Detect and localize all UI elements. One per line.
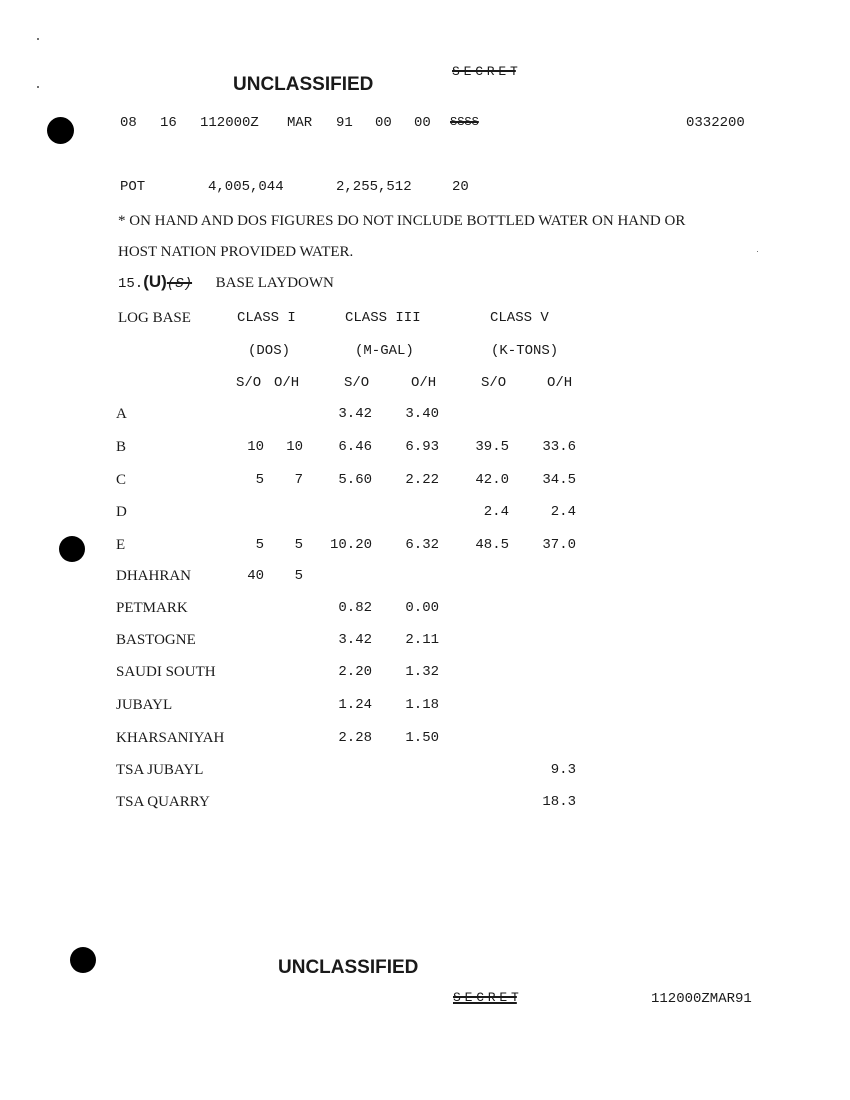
cell-c1-oh: 7 <box>294 472 303 488</box>
table-row <box>0 439 850 459</box>
cell-c3-oh: 6.32 <box>405 537 439 553</box>
cell-c5-oh: 37.0 <box>542 537 576 553</box>
table-row <box>0 664 850 684</box>
log-base-name: D <box>116 504 127 520</box>
cell-c5-oh: 34.5 <box>542 472 576 488</box>
cell-c3-so: 3.42 <box>338 406 372 422</box>
col-header-oh: O/H <box>411 375 437 391</box>
cell-c3-so: 6.46 <box>338 439 372 455</box>
cell-c1-oh: 5 <box>294 537 303 553</box>
col-header-k-tons: (K-TONS) <box>491 343 559 359</box>
cell-c5-so: 2.4 <box>483 504 509 520</box>
table-row <box>0 600 850 620</box>
cell-c3-oh: 0.00 <box>405 600 439 616</box>
header-struck-marking: S E C R E T <box>452 64 516 79</box>
cell-c3-oh: 2.11 <box>405 632 439 648</box>
cell-c3-oh: 6.93 <box>405 439 439 455</box>
cell-c3-so: 3.42 <box>338 632 372 648</box>
dtg-field: 112000Z <box>200 115 259 131</box>
table-row <box>0 537 850 557</box>
table-row <box>0 504 850 524</box>
cell-c1-so: 5 <box>255 472 264 488</box>
pot-value: 4,005,044 <box>208 179 284 195</box>
cell-c1-oh: 10 <box>286 439 303 455</box>
cell-c3-so: 1.24 <box>338 697 372 713</box>
cell-c3-oh: 1.18 <box>405 697 439 713</box>
scan-speck <box>37 86 39 88</box>
col-header-so: S/O <box>481 375 507 391</box>
log-base-name: BASTOGNE <box>116 632 196 648</box>
cell-c5-so: 48.5 <box>475 537 509 553</box>
col-header-m-gal: (M-GAL) <box>355 343 414 359</box>
log-base-name: JUBAYL <box>116 697 173 713</box>
cell-c5-so: 42.0 <box>475 472 509 488</box>
log-base-name: SAUDI SOUTH <box>116 664 216 680</box>
cell-c5-oh: 9.3 <box>550 762 576 778</box>
scan-speck <box>37 38 39 40</box>
pot-line <box>0 179 850 199</box>
cell-c3-oh: 2.22 <box>405 472 439 488</box>
pot-label: POT <box>120 179 146 195</box>
cell-c1-oh: 5 <box>294 568 303 584</box>
section-number: 15. <box>118 276 144 292</box>
col-header-class-i: CLASS I <box>237 310 296 326</box>
log-base-name: TSA QUARRY <box>116 794 210 810</box>
table-row <box>0 762 850 782</box>
cell-c5-oh: 18.3 <box>542 794 576 810</box>
cell-c3-oh: 1.50 <box>405 730 439 746</box>
footer-classification: UNCLASSIFIED <box>278 957 419 978</box>
cell-c5-oh: 33.6 <box>542 439 576 455</box>
scan-speck <box>757 251 758 252</box>
log-base-name: PETMARK <box>116 600 188 616</box>
col-header-class-iii: CLASS III <box>345 310 421 326</box>
cell-c1-so: 10 <box>247 439 264 455</box>
table-row <box>0 568 850 588</box>
col-header-so: S/O <box>344 375 370 391</box>
pot-value: 20 <box>452 179 469 195</box>
col-header-dos: (DOS) <box>248 343 291 359</box>
pot-value: 2,255,512 <box>336 179 412 195</box>
dtg-line <box>0 115 850 135</box>
cell-c5-oh: 2.4 <box>550 504 576 520</box>
dtg-field: 08 <box>120 115 137 131</box>
section-title: BASE LAYDOWN <box>215 275 334 291</box>
cell-c1-so: 40 <box>247 568 264 584</box>
cell-c3-oh: 3.40 <box>405 406 439 422</box>
cell-c3-oh: 1.32 <box>405 664 439 680</box>
cell-c5-so: 39.5 <box>475 439 509 455</box>
table-header-row-2 <box>0 343 850 363</box>
log-base-name: C <box>116 472 127 488</box>
table-row <box>0 472 850 492</box>
log-base-name: E <box>116 537 126 553</box>
section-heading <box>118 272 334 292</box>
log-base-name: A <box>116 406 127 422</box>
note-line-1: * ON HAND AND DOS FIGURES DO NOT INCLUDE BOTTLED WATER ON HAND OR <box>118 213 686 229</box>
cell-c1-so: 5 <box>255 537 264 553</box>
table-row <box>0 730 850 750</box>
footer-dtg: 112000ZMAR91 <box>651 991 752 1007</box>
cell-c3-so: 2.28 <box>338 730 372 746</box>
dtg-field: MAR <box>287 115 313 131</box>
struck-code: SSSS <box>450 115 479 129</box>
header-classification: UNCLASSIFIED <box>233 74 374 95</box>
section-marking: (U) <box>143 272 167 291</box>
footer-struck-marking: S E C R E T <box>453 990 517 1005</box>
dtg-field: 00 <box>414 115 431 131</box>
message-number: 0332200 <box>686 115 745 131</box>
table-row <box>0 697 850 717</box>
dtg-field: 00 <box>375 115 392 131</box>
col-header-log-base: LOG BASE <box>118 310 191 326</box>
col-header-class-v: CLASS V <box>490 310 549 326</box>
table-header-row-1 <box>0 310 850 330</box>
binder-hole-bottom <box>70 947 96 973</box>
log-base-name: B <box>116 439 127 455</box>
note-line-2: HOST NATION PROVIDED WATER. <box>118 244 354 260</box>
cell-c3-so: 10.20 <box>329 537 372 553</box>
col-header-oh: O/H <box>274 375 300 391</box>
dtg-field: 91 <box>336 115 353 131</box>
table-row <box>0 632 850 652</box>
dtg-field: 16 <box>160 115 177 131</box>
log-base-name: TSA JUBAYL <box>116 762 204 778</box>
col-header-oh: O/H <box>547 375 573 391</box>
log-base-name: KHARSANIYAH <box>116 730 225 746</box>
cell-c3-so: 0.82 <box>338 600 372 616</box>
table-header-row-3 <box>0 375 850 395</box>
col-header-so: S/O <box>236 375 262 391</box>
cell-c3-so: 5.60 <box>338 472 372 488</box>
table-row <box>0 406 850 426</box>
log-base-name: DHAHRAN <box>116 568 191 584</box>
cell-c3-so: 2.20 <box>338 664 372 680</box>
section-struck-marking: (S) <box>166 276 193 292</box>
table-row <box>0 794 850 814</box>
